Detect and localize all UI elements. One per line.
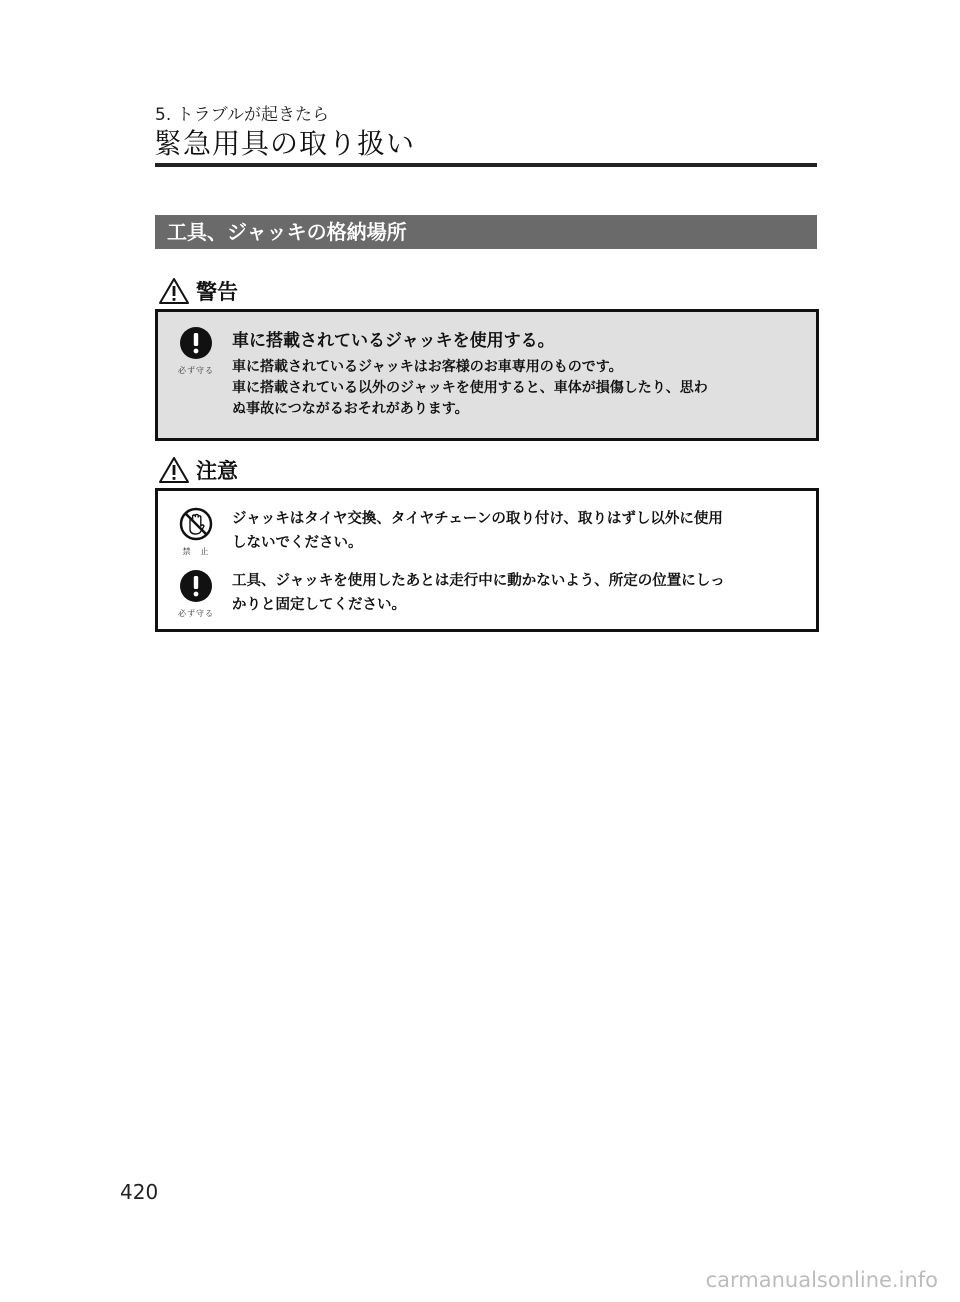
caution-line: ジャッキはタイヤ交換、タイヤチェーンの取り付け、取りはずし以外に使用 [232,511,723,527]
icon-caption: 禁 止 [182,547,210,556]
exclamation-icon [179,326,213,360]
caution-item-icon [174,569,218,619]
warning-line: 車に搭載されているジャッキはお客様のお車専用のものです。 [232,359,623,375]
warning-title: 車に搭載されているジャッキを使用する。 [232,331,555,351]
warning-box [155,309,819,441]
caution-header [158,455,238,485]
caution-line: しないでください。 [232,535,363,551]
chapter-label: 5. トラブルが起きたら [155,105,329,125]
icon-caption: 必ず守る [178,366,214,375]
caution-item-icon [174,507,218,557]
section-heading-bar [155,215,817,249]
section-heading: 工具、ジャッキの格納場所 [167,220,407,244]
caution-triangle-icon [158,456,190,484]
warning-triangle-icon [158,277,190,305]
warning-label: 警告 [196,280,238,304]
caution-line: 工具、ジャッキを使用したあとは走行中に動かないよう、所定の位置にしっ [232,573,725,589]
page-title: 緊急用具の取り扱い [154,127,416,160]
caution-box [155,488,819,632]
caution-line: かりと固定してください。 [232,597,406,613]
warning-item-icon [174,326,218,376]
warning-body [232,357,802,420]
warning-line: ぬ事故につながるおそれがあります。 [232,401,469,417]
page-number: 420 [120,1180,159,1204]
watermark: carmanualsonline.info [705,1268,938,1292]
caution-item-text [232,569,802,617]
caution-label: 注意 [196,459,238,483]
icon-caption: 必ず守る [178,609,214,618]
title-rule [155,163,817,167]
caution-item-text [232,507,802,555]
warning-line: 車に搭載されている以外のジャッキを使用すると、車体が損傷したり、思わ [232,380,708,396]
warning-header [158,276,238,306]
prohibited-hand-icon [179,507,213,541]
exclamation-icon [179,569,213,603]
